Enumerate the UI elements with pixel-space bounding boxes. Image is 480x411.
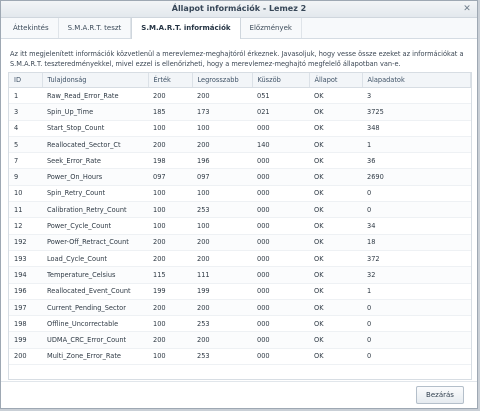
cell-status: OK <box>309 153 362 169</box>
cell-attribute: Offline_Uncorrectable <box>42 316 148 332</box>
cell-worst: 100 <box>192 120 252 136</box>
cell-threshold: 000 <box>252 332 309 348</box>
cell-threshold: 000 <box>252 120 309 136</box>
dialog-footer <box>1 381 477 408</box>
cell-threshold: 000 <box>252 299 309 315</box>
cell-value: 198 <box>148 153 192 169</box>
cell-value: 100 <box>148 185 192 201</box>
cell-worst: 200 <box>192 136 252 152</box>
cell-attribute: Spin_Up_Time <box>42 104 148 120</box>
column-header-attribute[interactable]: Tulajdonság <box>42 73 148 88</box>
cell-threshold: 140 <box>252 136 309 152</box>
cell-status: OK <box>309 348 362 364</box>
cell-threshold: 000 <box>252 202 309 218</box>
cell-status: OK <box>309 316 362 332</box>
cell-raw-data: 1 <box>362 283 471 299</box>
cell-threshold: 000 <box>252 250 309 266</box>
cell-status: OK <box>309 169 362 185</box>
cell-attribute: Power-Off_Retract_Count <box>42 234 148 250</box>
table-body <box>9 88 471 365</box>
cell-value: 200 <box>148 136 192 152</box>
cell-value: 097 <box>148 169 192 185</box>
cell-value: 200 <box>148 250 192 266</box>
cell-value: 199 <box>148 283 192 299</box>
cell-id: 3 <box>9 104 42 120</box>
cell-raw-data: 0 <box>362 202 471 218</box>
cell-status: OK <box>309 185 362 201</box>
cell-id: 198 <box>9 316 42 332</box>
cell-value: 200 <box>148 88 192 104</box>
cell-value: 100 <box>148 202 192 218</box>
cell-raw-data: 32 <box>362 267 471 283</box>
dialog-title: Állapot információk - Lemez 2 <box>171 4 307 13</box>
table-row[interactable] <box>9 316 471 332</box>
cell-status: OK <box>309 136 362 152</box>
close-button[interactable]: Bezárás <box>416 386 464 404</box>
cell-raw-data: 0 <box>362 316 471 332</box>
cell-value: 100 <box>148 316 192 332</box>
column-header-status[interactable]: Állapot <box>309 73 362 88</box>
cell-id: 9 <box>9 169 42 185</box>
cell-attribute: Power_On_Hours <box>42 169 148 185</box>
cell-value: 100 <box>148 348 192 364</box>
cell-worst: 200 <box>192 88 252 104</box>
cell-raw-data: 1 <box>362 136 471 152</box>
cell-worst: 100 <box>192 185 252 201</box>
cell-id: 192 <box>9 234 42 250</box>
table-row[interactable] <box>9 250 471 266</box>
table-row[interactable] <box>9 104 471 120</box>
cell-value: 200 <box>148 299 192 315</box>
tab-smart-test[interactable]: S.M.A.R.T. teszt <box>59 18 132 38</box>
cell-worst: 100 <box>192 218 252 234</box>
dialog-titlebar <box>1 1 477 18</box>
table-row[interactable] <box>9 218 471 234</box>
cell-status: OK <box>309 120 362 136</box>
cell-worst: 200 <box>192 250 252 266</box>
cell-threshold: 051 <box>252 88 309 104</box>
cell-attribute: Reallocated_Event_Count <box>42 283 148 299</box>
table-row[interactable] <box>9 153 471 169</box>
table-row[interactable] <box>9 136 471 152</box>
column-header-threshold[interactable]: Küszöb <box>252 73 309 88</box>
table-row[interactable] <box>9 332 471 348</box>
cell-raw-data: 18 <box>362 234 471 250</box>
cell-threshold: 000 <box>252 169 309 185</box>
cell-threshold: 000 <box>252 348 309 364</box>
cell-id: 197 <box>9 299 42 315</box>
cell-threshold: 000 <box>252 153 309 169</box>
table-row[interactable] <box>9 88 471 104</box>
cell-attribute: Start_Stop_Count <box>42 120 148 136</box>
cell-status: OK <box>309 299 362 315</box>
cell-worst: 111 <box>192 267 252 283</box>
cell-attribute: Load_Cycle_Count <box>42 250 148 266</box>
cell-id: 199 <box>9 332 42 348</box>
cell-raw-data: 3725 <box>362 104 471 120</box>
cell-raw-data: 2690 <box>362 169 471 185</box>
cell-status: OK <box>309 234 362 250</box>
column-header-worst[interactable]: Legrosszabb <box>192 73 252 88</box>
tab-smart-info[interactable]: S.M.A.R.T. információk <box>131 18 240 39</box>
column-header-raw-data[interactable]: Alapadatok <box>362 73 471 88</box>
tab-history[interactable]: Előzmények <box>241 18 302 38</box>
cell-raw-data: 3 <box>362 88 471 104</box>
cell-threshold: 021 <box>252 104 309 120</box>
cell-worst: 200 <box>192 234 252 250</box>
cell-status: OK <box>309 88 362 104</box>
cell-attribute: Seek_Error_Rate <box>42 153 148 169</box>
cell-worst: 173 <box>192 104 252 120</box>
cell-value: 100 <box>148 218 192 234</box>
cell-id: 4 <box>9 120 42 136</box>
table-header-row <box>9 73 471 88</box>
tab-bar <box>1 18 477 39</box>
cell-status: OK <box>309 202 362 218</box>
cell-value: 185 <box>148 104 192 120</box>
table-row[interactable] <box>9 299 471 315</box>
cell-id: 7 <box>9 153 42 169</box>
smart-table-container <box>8 72 472 380</box>
cell-id: 193 <box>9 250 42 266</box>
cell-worst: 253 <box>192 202 252 218</box>
cell-threshold: 000 <box>252 316 309 332</box>
cell-id: 10 <box>9 185 42 201</box>
cell-attribute: Power_Cycle_Count <box>42 218 148 234</box>
cell-raw-data: 0 <box>362 348 471 364</box>
column-header-id[interactable]: ID <box>9 73 42 88</box>
cell-attribute: Calibration_Retry_Count <box>42 202 148 218</box>
table-row[interactable] <box>9 120 471 136</box>
column-header-value[interactable]: Érték <box>148 73 192 88</box>
table-row[interactable] <box>9 267 471 283</box>
cell-worst: 200 <box>192 299 252 315</box>
table-row[interactable] <box>9 169 471 185</box>
cell-status: OK <box>309 250 362 266</box>
cell-value: 200 <box>148 332 192 348</box>
cell-attribute: Current_Pending_Sector <box>42 299 148 315</box>
table-row[interactable] <box>9 202 471 218</box>
table-row[interactable] <box>9 348 471 364</box>
cell-id: 11 <box>9 202 42 218</box>
cell-raw-data: 0 <box>362 332 471 348</box>
cell-status: OK <box>309 332 362 348</box>
cell-id: 200 <box>9 348 42 364</box>
cell-attribute: UDMA_CRC_Error_Count <box>42 332 148 348</box>
tab-overview[interactable]: Áttekintés <box>4 18 59 38</box>
table-row[interactable] <box>9 283 471 299</box>
cell-status: OK <box>309 218 362 234</box>
cell-raw-data: 372 <box>362 250 471 266</box>
cell-value: 200 <box>148 234 192 250</box>
cell-id: 194 <box>9 267 42 283</box>
cell-id: 12 <box>9 218 42 234</box>
cell-raw-data: 34 <box>362 218 471 234</box>
cell-raw-data: 0 <box>362 299 471 315</box>
cell-value: 100 <box>148 120 192 136</box>
cell-worst: 196 <box>192 153 252 169</box>
cell-threshold: 000 <box>252 185 309 201</box>
cell-worst: 200 <box>192 332 252 348</box>
cell-threshold: 000 <box>252 267 309 283</box>
cell-attribute: Spin_Retry_Count <box>42 185 148 201</box>
cell-id: 1 <box>9 88 42 104</box>
cell-id: 5 <box>9 136 42 152</box>
smart-attributes-table <box>9 73 471 365</box>
cell-status: OK <box>309 104 362 120</box>
cell-attribute: Reallocated_Sector_Ct <box>42 136 148 152</box>
close-icon[interactable]: ✕ <box>463 4 471 14</box>
cell-attribute: Temperature_Celsius <box>42 267 148 283</box>
cell-id: 196 <box>9 283 42 299</box>
cell-status: OK <box>309 267 362 283</box>
cell-raw-data: 348 <box>362 120 471 136</box>
cell-value: 115 <box>148 267 192 283</box>
cell-attribute: Raw_Read_Error_Rate <box>42 88 148 104</box>
table-row[interactable] <box>9 234 471 250</box>
table-row[interactable] <box>9 185 471 201</box>
description-text: Az itt megjelenített információk közvetlenül a merevlemez-meghajtóról érkeznek. Javasoljuk, hogy vesse össze ezeket az információkat a S.M.A.R.T. teszteredményekkel, mivel ezzel is ellenőrizheti, hogy a merevlemez-meghajtó megfelelő állapotban van-e. <box>10 50 464 68</box>
cell-raw-data: 36 <box>362 153 471 169</box>
cell-threshold: 000 <box>252 218 309 234</box>
cell-threshold: 000 <box>252 283 309 299</box>
cell-worst: 253 <box>192 348 252 364</box>
cell-threshold: 000 <box>252 234 309 250</box>
cell-worst: 199 <box>192 283 252 299</box>
cell-raw-data: 0 <box>362 185 471 201</box>
cell-attribute: Multi_Zone_Error_Rate <box>42 348 148 364</box>
cell-worst: 097 <box>192 169 252 185</box>
cell-status: OK <box>309 283 362 299</box>
cell-worst: 253 <box>192 316 252 332</box>
